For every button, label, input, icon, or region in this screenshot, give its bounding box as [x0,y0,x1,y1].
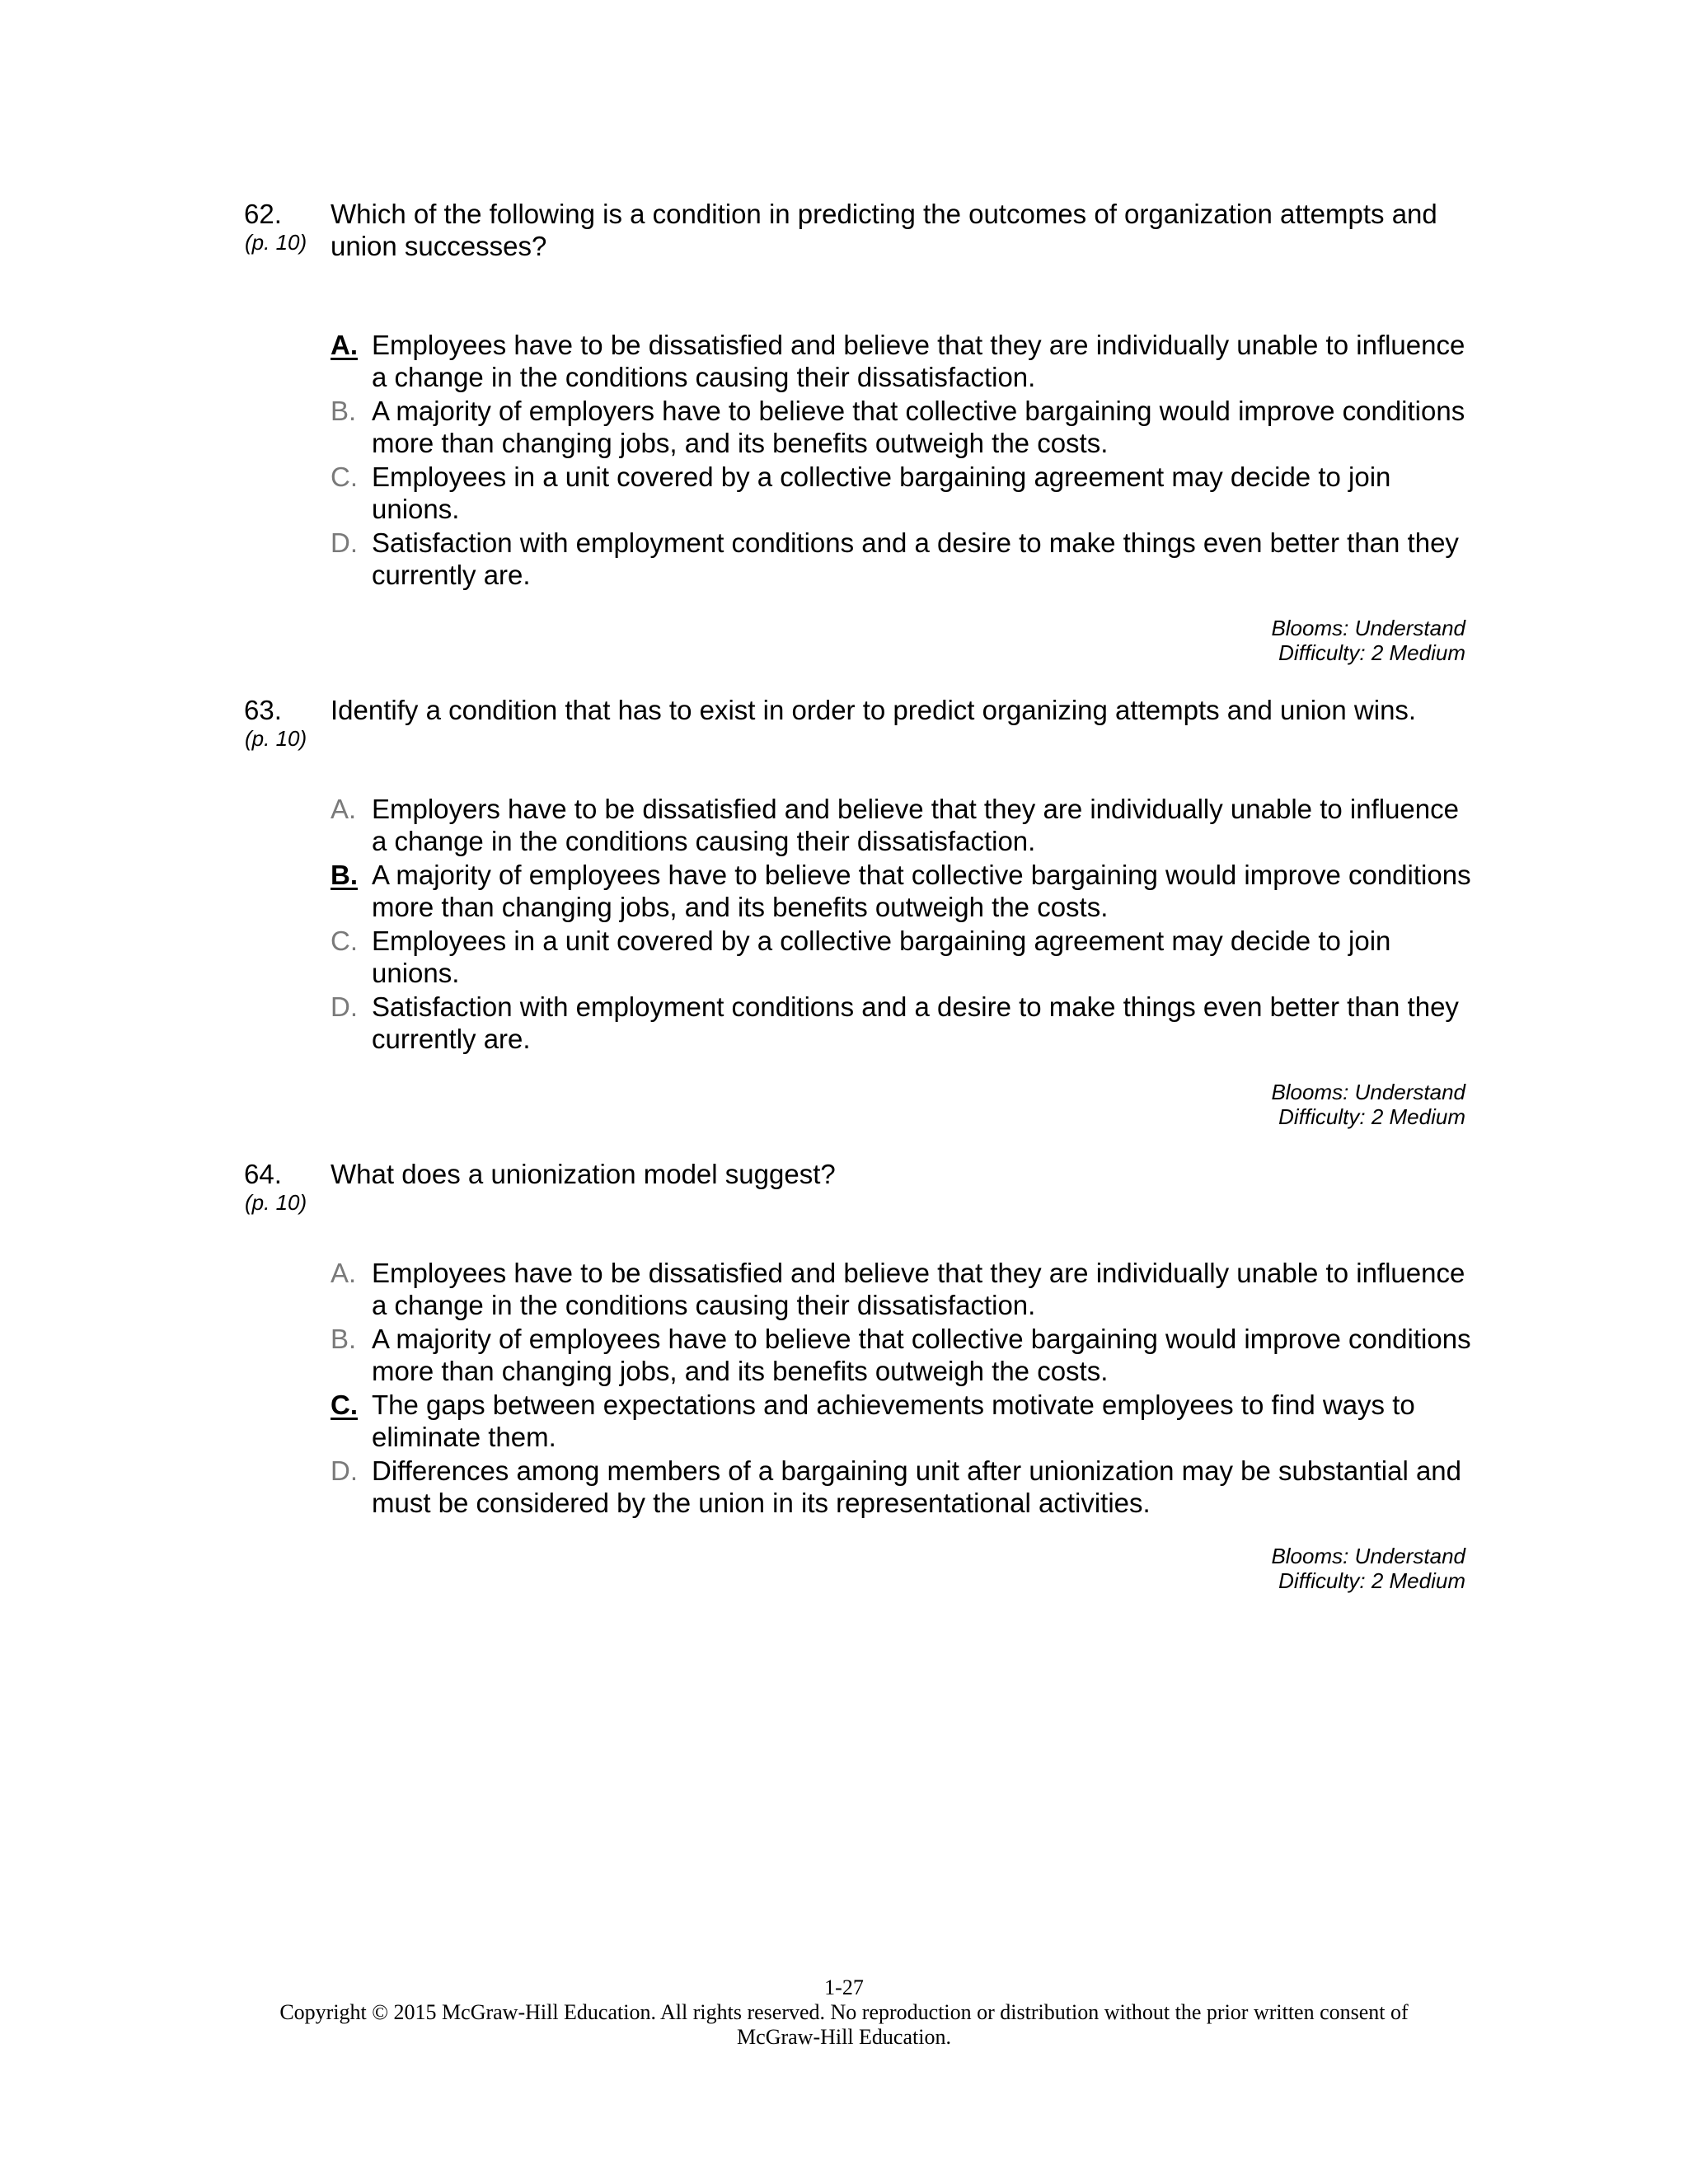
question-meta [1271,616,1465,665]
option-letter: D. [331,527,358,558]
page-reference: (p. 10) [245,1190,307,1215]
question-text: Which of the following is a condition in predicting the outcomes of organization attempts and union successes? [331,199,1437,261]
page-reference: (p. 10) [245,726,307,751]
blooms-level: Blooms: Understand [1271,1080,1465,1104]
question-text: Identify a condition that has to exist in order to predict organizing attempts and union wins. [331,695,1417,725]
option-letter: A. [331,1258,357,1288]
option-text: A majority of employers have to believe that collective bargaining would improve conditions more than changing jobs, and its benefits outweigh the costs. [372,396,1465,458]
option-letter: B. [331,860,358,890]
question-number: 63. [244,695,282,725]
question-meta [1271,1080,1465,1129]
option-text: Employees have to be dissatisfied and believe that they are individually unable to influence a change in the conditions causing their dissatisfaction. [372,330,1465,392]
page-number: 1-27 [824,1975,864,1999]
copyright-notice-continued: McGraw-Hill Education. [737,2025,951,2049]
option-letter: A. [331,330,358,360]
option-text: Differences among members of a bargaining unit after unionization may be substantial and must be considered by the union in its representational activities. [372,1455,1461,1518]
difficulty-level: Difficulty: 2 Medium [1278,1104,1465,1129]
option-text: The gaps between expectations and achievements motivate employees to find ways to eliminate them. [372,1390,1415,1452]
option-letter: A. [331,794,357,824]
question-text: What does a unionization model suggest? [331,1159,836,1189]
option-text: Employees in a unit covered by a collective bargaining agreement may decide to join unions. [372,926,1391,988]
copyright-notice: Copyright © 2015 McGraw-Hill Education. All rights reserved. No reproduction or distribution without the prior written consent of [279,2000,1409,2024]
option-text: Employees in a unit covered by a collective bargaining agreement may decide to join unions. [372,462,1391,524]
difficulty-level: Difficulty: 2 Medium [1278,640,1465,665]
option-text: A majority of employees have to believe that collective bargaining would improve conditions more than changing jobs, and its benefits outweigh the costs. [372,860,1471,922]
page-footer [0,1975,1688,2050]
option-text: Satisfaction with employment conditions and a desire to make things even better than they currently are. [372,527,1459,590]
question-number: 62. [244,199,282,229]
question-number: 64. [244,1159,282,1189]
option-text: Satisfaction with employment conditions and a desire to make things even better than they currently are. [372,991,1459,1054]
question-meta [1271,1544,1465,1593]
option-letter: D. [331,1455,358,1486]
blooms-level: Blooms: Understand [1271,616,1465,640]
option-letter: B. [331,1324,357,1354]
option-letter: C. [331,1390,358,1420]
option-letter: B. [331,396,357,426]
option-text: Employers have to be dissatisfied and believe that they are individually unable to influence a change in the conditions causing their dissatisfaction. [372,794,1459,856]
page-reference: (p. 10) [245,230,307,255]
difficulty-level: Difficulty: 2 Medium [1278,1568,1465,1593]
option-text: Employees have to be dissatisfied and believe that they are individually unable to influence a change in the conditions causing their dissatisfaction. [372,1258,1465,1320]
option-letter: C. [331,462,358,492]
option-letter: C. [331,926,358,956]
blooms-level: Blooms: Understand [1271,1544,1465,1568]
option-letter: D. [331,991,358,1022]
option-text: A majority of employees have to believe that collective bargaining would improve conditions more than changing jobs, and its benefits outweigh the costs. [372,1324,1471,1386]
